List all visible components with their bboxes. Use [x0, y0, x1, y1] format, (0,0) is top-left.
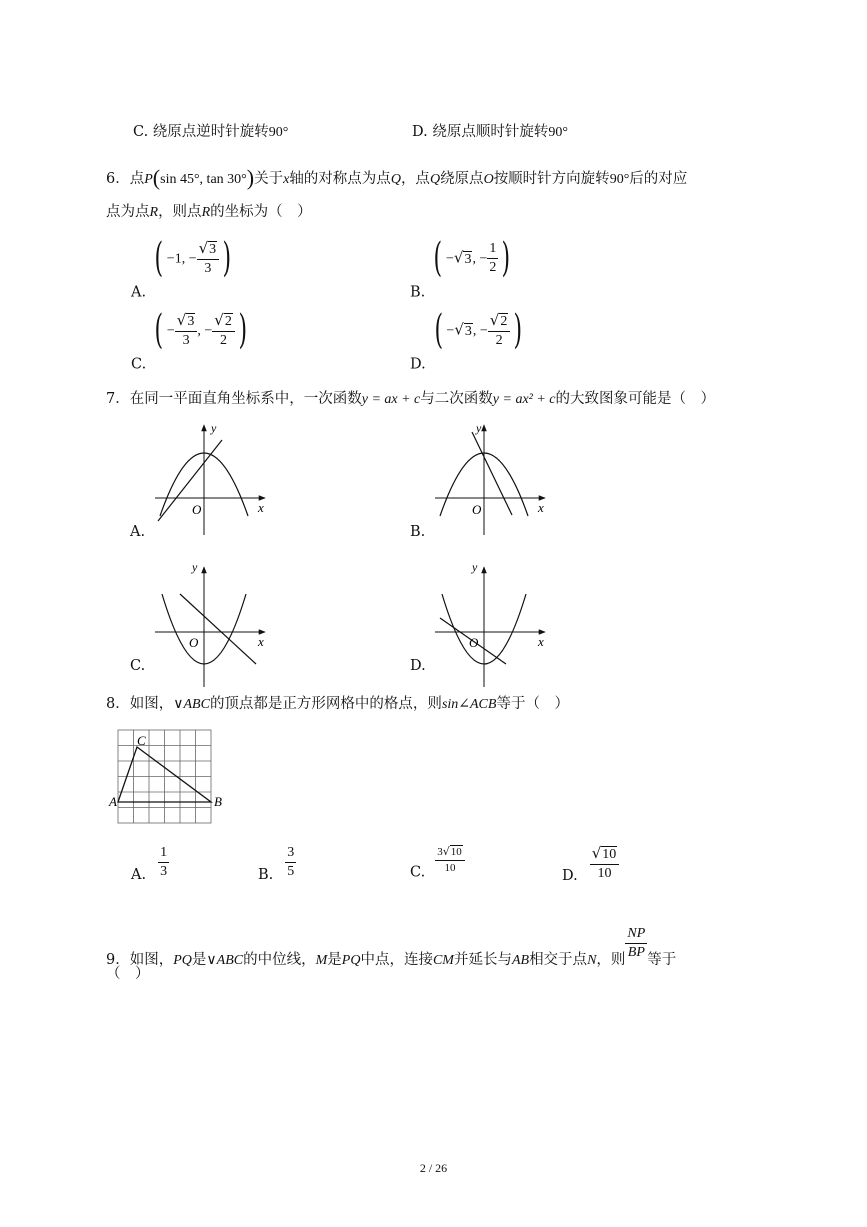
- radicand: 3: [464, 323, 472, 339]
- radicand: 3: [464, 251, 472, 267]
- stem-text: ，则: [596, 952, 626, 968]
- option-label: C.: [410, 864, 426, 881]
- q6-option-a: A. ( −1, − $\frac{√3}{3}$ ): [131, 235, 232, 301]
- graph-d: [435, 560, 545, 687]
- option-math: −: [445, 251, 454, 267]
- origin-label: O: [469, 635, 479, 650]
- function-quadratic: y = ax² + c: [492, 392, 556, 407]
- segment-pq: PQ: [173, 953, 192, 968]
- axis-y-label: y: [192, 560, 198, 574]
- axis-x-label: x: [258, 500, 264, 515]
- option-label: A.: [131, 284, 147, 301]
- stem-text: 是: [327, 952, 342, 968]
- point-r: R: [149, 205, 159, 220]
- stem-text: 如图，: [129, 952, 174, 968]
- angle: 90°: [609, 172, 630, 187]
- option-label: A.: [131, 867, 147, 883]
- q7-stem: [106, 387, 715, 408]
- triangle: ∨ABC: [173, 697, 210, 712]
- denominator: 3: [160, 864, 168, 879]
- stem-text: 点为点: [106, 204, 150, 220]
- point-q: Q: [429, 172, 441, 187]
- line: [158, 440, 222, 521]
- coefficient: 3: [437, 846, 443, 858]
- stem-text: 如图，: [129, 696, 174, 712]
- q7-label-c: C.: [130, 658, 146, 674]
- radicand: 2: [224, 313, 232, 329]
- page-number: 2 / 26: [419, 1161, 448, 1175]
- numerator: 3: [287, 845, 295, 860]
- stem-text: 关于: [254, 171, 284, 187]
- stem-text: 中点，连接: [360, 952, 433, 968]
- denominator: 10: [590, 864, 620, 881]
- stem-text: 的中位线，: [243, 952, 316, 968]
- stem-text: 是: [191, 952, 207, 968]
- option-label: B.: [410, 284, 426, 301]
- q6-stem-line1: 6．点P(sin 45°, tan 30°)关于x轴的对称点为点Q，点Q绕原点O按顺时针方向旋转90°后的对应: [106, 165, 688, 190]
- stem-text: 的大致图象可能是（ ）: [555, 391, 716, 407]
- q7-label-b: B.: [410, 524, 426, 540]
- radicand: 2: [500, 313, 508, 329]
- option-label: D.: [410, 356, 426, 373]
- stem-text: 的坐标为（ ）: [210, 204, 312, 220]
- denominator: 2: [489, 259, 497, 275]
- point-r: R: [201, 205, 211, 220]
- q5-option-c: [133, 120, 288, 141]
- stem-text: 与二次函数: [420, 391, 493, 407]
- radicand: 3: [187, 313, 195, 329]
- q8-option-d: D. $\frac{√10}{10}$: [562, 846, 619, 884]
- option-math: 90°: [268, 125, 289, 140]
- q7-label-a: A.: [130, 524, 146, 540]
- q6-option-d: D. ( −√3, − $\frac{√2}{2}$ ): [410, 307, 523, 373]
- q7-graphs: [120, 420, 580, 690]
- vertex-a-label: A: [109, 794, 117, 809]
- q8-option-a: [131, 846, 169, 883]
- origin-label: O: [472, 502, 482, 517]
- q6-option-b: B. ( −√3, − $\frac{1}{2}$ ): [410, 235, 511, 301]
- axis-y-label: y: [472, 560, 478, 574]
- point-m: M: [315, 953, 328, 968]
- vertex-c-label: C: [137, 733, 146, 748]
- expression: sin∠ACB: [441, 697, 497, 712]
- radicand: 3: [209, 241, 217, 257]
- option-math: −: [446, 323, 455, 339]
- axis-y-label: y: [476, 421, 482, 435]
- stem-text: ，点: [400, 171, 430, 187]
- origin-label: O: [189, 635, 199, 650]
- q6-option-c: C. ( − $\frac{√3}{3}$ , − $\frac{√2}{2}$ ): [131, 307, 247, 373]
- option-math: , −: [197, 323, 213, 339]
- option-label: C.: [133, 124, 149, 140]
- q9-stem-line2: （ ）: [106, 966, 150, 982]
- numerator: 1: [489, 240, 497, 256]
- stem-text: 按顺时针方向旋转: [493, 171, 610, 187]
- var-x: x: [283, 172, 290, 187]
- q5-option-d: [412, 120, 568, 141]
- axis-y-label: y: [211, 421, 217, 435]
- denominator: 2: [212, 331, 235, 348]
- numerator: 1: [160, 845, 168, 860]
- denominator: 2: [488, 331, 511, 348]
- stem-text: 轴的对称点为点: [289, 171, 391, 187]
- graph-c: [155, 560, 265, 687]
- stem-text: 的顶点都是正方形网格中的格点，则: [209, 696, 442, 712]
- denominator: 5: [287, 864, 295, 879]
- segment-ab: AB: [511, 953, 530, 968]
- point-n: N: [587, 953, 597, 968]
- stem-text: 等于（ ）: [496, 696, 569, 712]
- point-q: Q: [390, 172, 401, 187]
- option-label: C.: [131, 356, 147, 373]
- vertex-b-label: B: [214, 794, 222, 809]
- option-math: 90°: [548, 125, 568, 140]
- option-label: D.: [562, 868, 578, 884]
- numerator: NP: [627, 926, 646, 941]
- radicand: 10: [450, 846, 462, 858]
- q8-grid-figure: [106, 726, 226, 826]
- denominator: 3: [197, 259, 220, 276]
- triangle: ∨ABC: [206, 953, 244, 968]
- radicand: 10: [602, 847, 617, 862]
- function-linear: y = ax + c: [361, 392, 421, 407]
- denominator: 10: [435, 860, 465, 874]
- stem-text: ，则点: [158, 204, 202, 220]
- q8-option-b: [258, 846, 296, 883]
- q6-stem-line2: [106, 200, 312, 221]
- axis-x-label: x: [258, 634, 264, 649]
- segment-cm: CM: [432, 953, 454, 968]
- stem-text: 等于: [647, 952, 677, 968]
- q9-stem-line1: [106, 927, 676, 969]
- question-number: 7．: [106, 391, 130, 407]
- q7-label-d: D.: [410, 658, 426, 674]
- segment-pq: PQ: [341, 953, 361, 968]
- line: [180, 594, 256, 664]
- option-math: , −: [472, 323, 488, 339]
- stem-text: 绕原点: [440, 171, 484, 187]
- option-math: −1, −: [166, 251, 197, 267]
- graph-a: [155, 421, 265, 535]
- question-number: 9．: [106, 952, 130, 968]
- axis-x-label: x: [538, 500, 544, 515]
- point-p: P: [144, 172, 153, 187]
- graph-b: [435, 421, 545, 535]
- stem-text: 后的对应: [629, 171, 688, 187]
- axis-x-label: x: [538, 634, 544, 649]
- option-text: 绕原点顺时针旋转: [432, 124, 549, 140]
- option-math: , −: [472, 251, 488, 267]
- option-math: −: [166, 323, 175, 339]
- option-label: D.: [412, 124, 428, 140]
- q8-option-c: C. $\frac{3√10}{10}$: [410, 846, 465, 881]
- denominator: BP: [625, 943, 647, 960]
- stem-text: 在同一平面直角坐标系中，一次函数: [129, 391, 362, 407]
- option-text: 绕原点逆时针旋转: [152, 124, 269, 140]
- origin-label: O: [192, 502, 202, 517]
- point-coords: sin 45°, tan 30°: [160, 172, 247, 187]
- point-o: O: [483, 172, 494, 187]
- grid: [118, 730, 211, 823]
- stem-text: 相交于点: [529, 952, 588, 968]
- question-number: 8．: [106, 696, 130, 712]
- option-label: B.: [258, 867, 274, 883]
- stem-text: 并延长与: [453, 952, 512, 968]
- question-number: 6．: [106, 171, 130, 187]
- q8-stem: [106, 692, 569, 713]
- denominator: 3: [175, 331, 198, 348]
- stem-text: 点: [129, 171, 145, 187]
